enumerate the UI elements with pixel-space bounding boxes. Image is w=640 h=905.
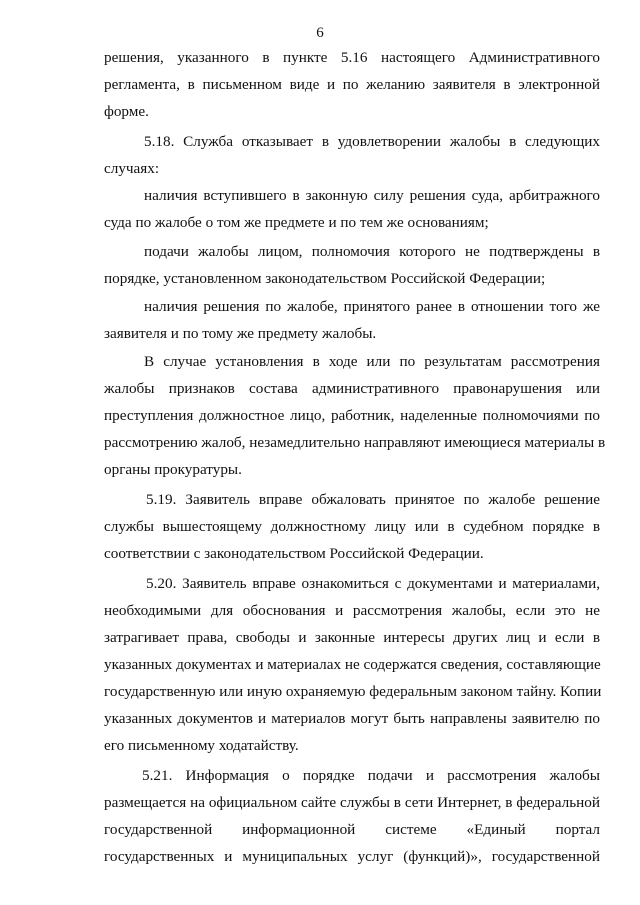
text-line: необходимыми для обоснования и рассмотрения жалобы, если это не xyxy=(104,602,600,619)
text-line: 5.19. Заявитель вправе обжаловать принятое по жалобе решение xyxy=(146,491,600,508)
text-line: жалобы признаков состава административного правонарушения или xyxy=(104,380,600,397)
text-line: порядке, установленном законодательством Российской Федерации; xyxy=(104,270,546,287)
text-line: наличия решения по жалобе, принятого ранее в отношении того же xyxy=(144,298,600,315)
text-line: 5.20. Заявитель вправе ознакомиться с документами и материалами, xyxy=(146,575,600,592)
text-line: заявителя и по тому же предмету жалобы. xyxy=(104,325,377,342)
text-line: 5.18. Служба отказывает в удовлетворении жалобы в следующих xyxy=(144,133,600,150)
text-line: решения, указанного в пункте 5.16 настоящего Административного xyxy=(104,49,600,66)
text-line: наличия вступившего в законную силу решения суда, арбитражного xyxy=(144,187,600,204)
text-line: государственных и муниципальных услуг (функций)», государственной xyxy=(104,848,600,865)
text-line: случаях: xyxy=(104,160,160,177)
text-line: форме. xyxy=(104,103,149,120)
text-line: указанных документах и материалах не содержатся сведения, составляющие xyxy=(104,656,601,673)
text-line: затрагивает права, свободы и законные интересы других лиц и если в xyxy=(104,629,600,646)
text-line: государственной информационной системе «Единый портал xyxy=(104,821,600,838)
text-line: преступления должностное лицо, работник, наделенные полномочиями по xyxy=(104,407,600,424)
text-line: его письменному ходатайству. xyxy=(104,737,299,754)
text-line: органы прокуратуры. xyxy=(104,461,242,478)
text-line: рассмотрению жалоб, незамедлительно направляют имеющиеся материалы в xyxy=(104,434,606,451)
text-line: 5.21. Информация о порядке подачи и рассмотрения жалобы xyxy=(142,767,600,784)
text-line: указанных документов и материалов могут быть направлены заявителю по xyxy=(104,710,600,727)
text-line: службы вышестоящему должностному лицу или в судебном порядке в xyxy=(104,518,600,535)
text-line: регламента, в письменном виде и по желанию заявителя в электронной xyxy=(104,76,600,93)
text-line: В случае установления в ходе или по результатам рассмотрения xyxy=(144,353,600,370)
text-line: соответствии с законодательством Российской Федерации. xyxy=(104,545,484,562)
page-number: 6 xyxy=(316,25,324,41)
text-line: суда по жалобе о том же предмете и по тем же основаниям; xyxy=(104,214,489,231)
text-line: государственную или иную охраняемую федеральным законом тайну. Копии xyxy=(104,683,602,700)
text-line: размещается на официальном сайте службы в сети Интернет, в федеральной xyxy=(104,794,600,811)
text-line: подачи жалобы лицом, полномочия которого не подтверждены в xyxy=(144,243,600,260)
